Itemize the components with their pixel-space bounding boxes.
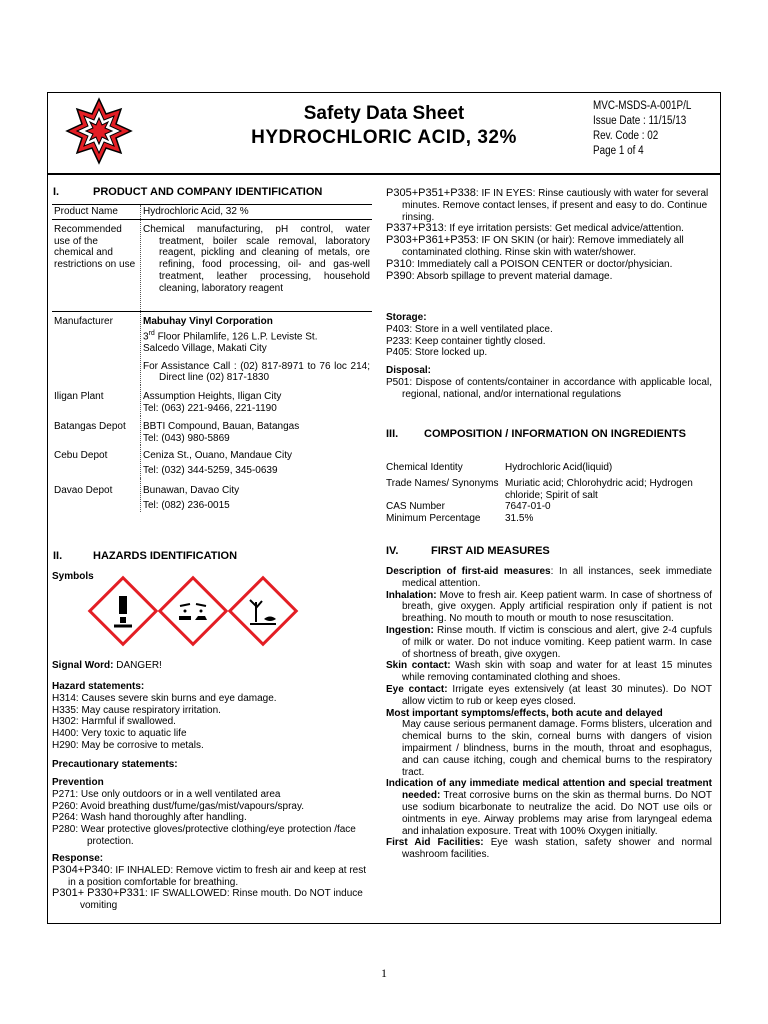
manufacturer-value: Mabuhay Vinyl Corporation 3rd Floor Philamlife, 126 L.P. Leviste St. Salcedo Village, Makati City For Assistance Call : (02) 817-8971 to 76 loc 214; Direct line (02) 817-1830 xyxy=(143,315,370,384)
recommended-use-label: Recommended use of the chemical and restrictions on use xyxy=(52,219,141,311)
section-1-heading: I. PRODUCT AND COMPANY IDENTIFICATION xyxy=(53,186,323,198)
issue-date: Issue Date : 11/15/13 xyxy=(593,115,687,127)
section-2-heading: II. HAZARDS IDENTIFICATION xyxy=(53,550,238,562)
product-name-value: Hydrochloric Acid, 32 % xyxy=(143,206,249,217)
precautionary-label: Precautionary statements: xyxy=(52,759,178,770)
disposal-statements: Disposal: P501: Dispose of contents/container in accordance with applicable local, regional, national, and/or international regulations xyxy=(386,365,712,400)
composition-row: Chemical Identity Hydrochloric Acid(liquid) xyxy=(386,462,613,473)
signal-word: Signal Word: DANGER! xyxy=(52,660,162,671)
corrosion-icon xyxy=(168,586,218,636)
manufacturer-label: Manufacturer xyxy=(52,311,141,385)
product-identification-table xyxy=(52,204,372,512)
page-number: 1 xyxy=(381,966,387,980)
batangas-depot-label: Batangas Depot xyxy=(52,416,141,446)
davao-depot-value: Bunawan, Davao City Tel: (082) 236-0015 xyxy=(143,484,240,511)
davao-depot-label: Davao Depot xyxy=(52,478,141,513)
doc-code: MVC-MSDS-A-001P/L xyxy=(593,100,692,112)
dead-tree-fish-icon xyxy=(238,586,288,636)
first-aid-measures: Description of first-aid measures: In all instances, seek immediate medical attention. Inhalation: Move to fresh air. Keep patient warm. In case of shortness of breath, give oxygen. Apply artificial respiration only if patient is not breathing. No mouth to mouth or mouth to nose resuscitation. Ingestion: Rinse mouth. If victim is conscious and alert, give 2-4 cupfuls of milk or water. Do not induce vomiting. Keep patient warm. In case of shortness of breath, give oxygen. Skin contact: Wash skin with soap and water for at least 15 minutes while removing contaminated clothing and shoes. Eye contact: Irrigate eyes extensively (at least 30 minutes). Do NOT allow victim to rub or keep eyes closed. Most important symptoms/effects, both acute and delayed May cause serious permanent damage. Forms blisters, ulceration and chemical burns to the skin, corneal burns with dangers of vision impairment / blindness, burns in the mouth, throat and esophagus, and can cause itching, cough and chemical burns to the respiratory tract. Indication of any immediate medical attention and special treatment needed: Treat corrosive burns on the skin as thermal burns. Do NOT use sodium bicarbonate to neutralize the acid. Do NOT use oils or ointments in eye. Airway problems may arise from laryngeal edema and inhalation exposure. Treat with 100% Oxygen initially. First Aid Facilities: Eye wash station, safety shower and normal washroom facilities. xyxy=(386,566,712,861)
header-divider xyxy=(47,173,721,175)
cebu-depot-label: Cebu Depot xyxy=(52,445,141,478)
document-title: Safety Data Sheet xyxy=(303,103,465,124)
composition-row: Minimum Percentage 31.5% xyxy=(386,513,534,525)
response-statements: Response: P304+P340: IF INHALED: Remove victim to fresh air and keep at rest in a position comfortable for breathing. P301+ P330+P331: IF SWALLOWED: Rinse mouth. Do NOT induce vomiting xyxy=(52,853,367,912)
recommended-use-value: Chemical manufacturing, pH control, water treatment, boiler scale removal, laboratory reagent, pickling and cleaning of metals, ore refining, food processing, oil- and gas-well treatment, leather processing, household cleaning, laboratory reagent xyxy=(143,223,370,294)
page-indicator: Page 1 of 4 xyxy=(593,145,644,157)
symbols-label: Symbols xyxy=(52,571,94,582)
product-name-label: Product Name xyxy=(52,205,141,220)
hazard-h302: H302: Harmful if swallowed. xyxy=(52,716,176,728)
hazard-h335: H335: May cause respiratory irritation. xyxy=(52,704,221,716)
hazard-h314: H314: Causes severe skin burns and eye damage. xyxy=(52,692,277,704)
section-3-heading: III. COMPOSITION / INFORMATION ON INGREDIENTS xyxy=(386,428,686,440)
rev-code: Rev. Code : 02 xyxy=(593,130,659,142)
cebu-depot-value: Ceniza St., Ouano, Mandaue City Tel: (032) 344-5259, 345-0639 xyxy=(143,450,292,477)
hazard-h290: H290: May be corrosive to metals. xyxy=(52,739,204,751)
precautionary-response-continued: P305+P351+P338: IF IN EYES: Rinse cautiously with water for several minutes. Remove contact lenses, if present and easy to do. Continue rinsing. P337+P313: If eye irritation persists: Get medical advice/attention. P303+P361+P353: IF ON SKIN (or hair): Remove immediately all contaminated clothing. Rinse skin with water/shower. P310: Immediately call a POISON CENTER or doctor/physician. P390: Absorb spillage to prevent material damage. xyxy=(386,187,709,282)
batangas-depot-value: BBTI Compound, Bauan, Batangas Tel: (043) 980-5869 xyxy=(143,420,300,444)
composition-table xyxy=(386,462,712,525)
section-4-heading: IV. FIRST AID MEASURES xyxy=(386,545,550,557)
hazard-h400: H400: Very toxic to aquatic life xyxy=(52,728,187,740)
iligan-plant-value: Assumption Heights, Iligan City Tel: (063) 221-9466, 221-1190 xyxy=(143,391,282,414)
storage-statements: Storage: P403: Store in a well ventilated place. P233: Keep container tightly closed. P405: Store locked up. xyxy=(386,312,553,359)
hazard-statements: Hazard statements: H314: Causes severe skin burns and eye damage. H335: May cause respiratory irritation. H302: Harmful if swallowed. H400: Very toxic to aquatic life H290: May be corrosive to metals. xyxy=(52,681,372,752)
exclamation-icon xyxy=(98,586,148,636)
prevention-statements: Prevention P271: Use only outdoors or in a well ventilated area P260: Avoid breathing dust/fume/gas/mist/vapours/spray. P264: Wash hand thoroughly after handling. P280: Wear protective gloves/protective clothing/eye protection /face protection. xyxy=(52,777,356,847)
composition-row: Trade Names/ Synonyms Muriatic acid; Chlorohydric acid; Hydrogen chloride; Spirit of salt xyxy=(386,477,693,501)
product-title: HYDROCHLORIC ACID, 32% xyxy=(251,127,517,148)
composition-row: CAS Number 7647-01-0 xyxy=(386,501,551,513)
iligan-plant-label: Iligan Plant xyxy=(52,385,141,416)
